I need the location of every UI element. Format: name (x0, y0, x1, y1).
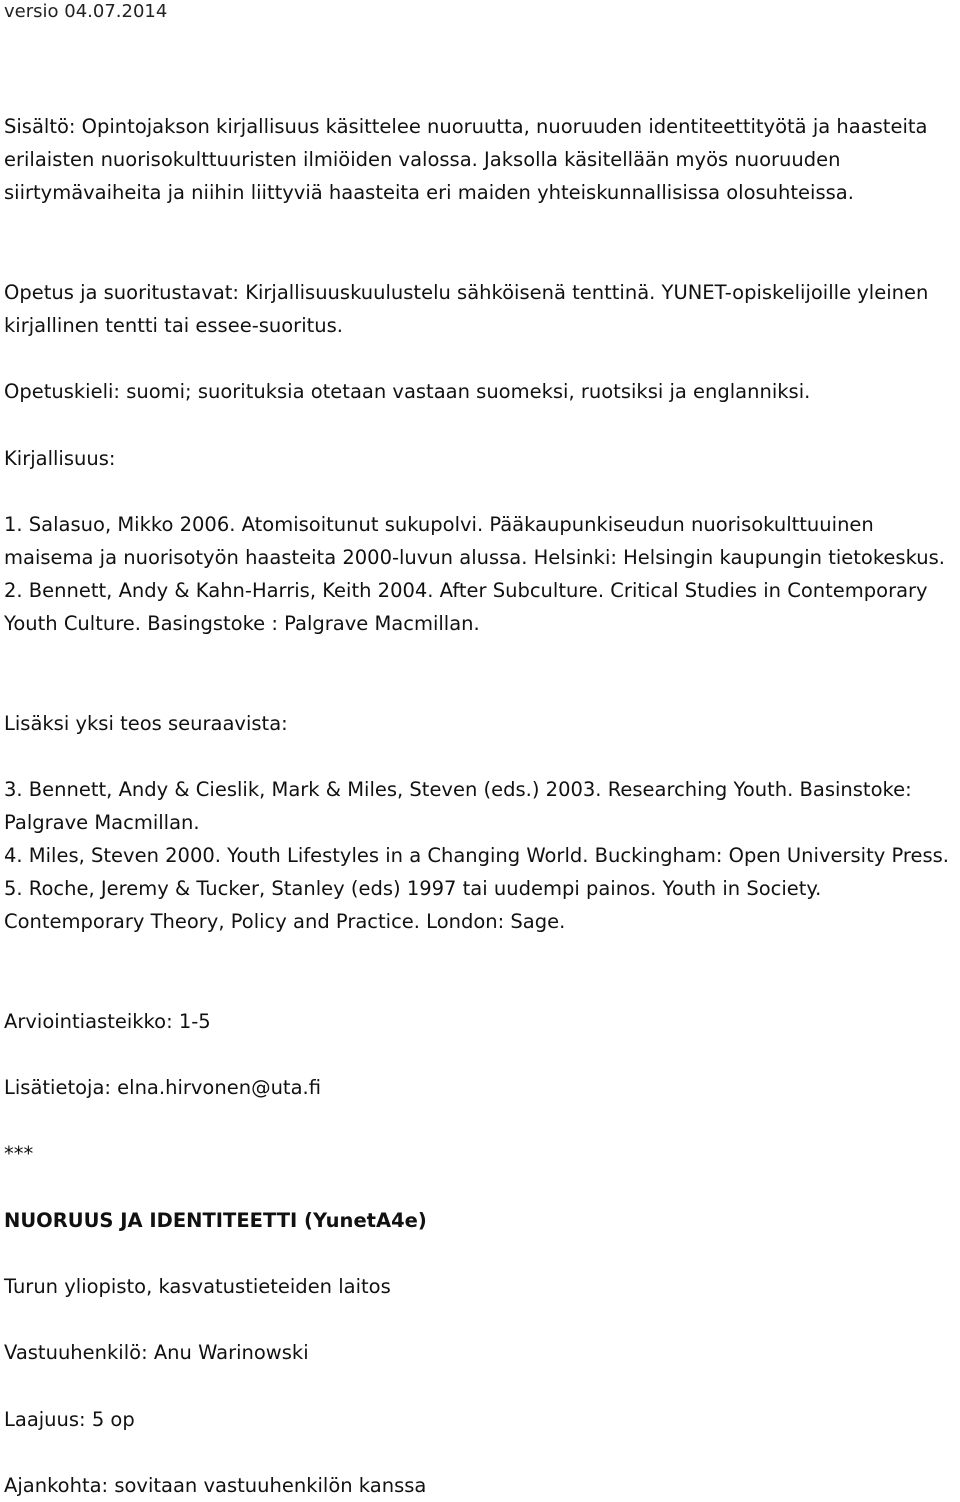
university-text: Turun yliopisto, kasvatustieteiden laitos (4, 1275, 391, 1298)
additional-literature-label (4, 707, 956, 740)
course-credits (4, 1403, 956, 1436)
teaching-methods-text: Opetus ja suoritustavat: Kirjallisuuskuulustelu sähköisenä tenttinä. YUNET-opiskelijoille yleinen kirjallinen tentti tai essee-suoritus. (4, 281, 929, 337)
literature-item: 5. Roche, Jeremy & Tucker, Stanley (eds) 1997 tai uudempi painos. Youth in Society. Contemporary Theory, Policy and Practice. London: Sage. (4, 877, 822, 933)
course-content-paragraph (4, 110, 956, 209)
literature-item: 3. Bennett, Andy & Cieslik, Mark & Miles, Steven (eds.) 2003. Researching Youth. Basinstoke: Palgrave Macmillan. (4, 778, 912, 834)
responsible-person (4, 1336, 956, 1369)
version-date: versio 04.07.2014 (4, 1, 168, 22)
separator-text: *** (4, 1142, 34, 1165)
literature-label (4, 442, 956, 475)
course-title (4, 1204, 956, 1237)
grading-scale (4, 1005, 956, 1038)
course-title-text: NUORUUS JA IDENTITEETTI (YunetA4e) (4, 1209, 427, 1232)
teaching-methods-paragraph (4, 276, 956, 342)
section-separator (4, 1137, 956, 1170)
contact-info-text: Lisätietoja: elna.hirvonen@uta.fi (4, 1076, 321, 1099)
literature-list (4, 508, 956, 640)
literature-label-text: Kirjallisuus: (4, 447, 116, 470)
course-timing (4, 1469, 956, 1502)
content-description: Sisältö: Opintojakson kirjallisuus käsittelee nuoruutta, nuoruuden identiteettityötä ja haasteita erilaisten nuorisokulttuuristen ilmiöiden valossa. Jaksolla käsitellään myös nuoruuden siirtymävaiheita ja niihin liittyviä haasteita eri maiden yhteiskunnallisissa olosuhteissa. (4, 115, 928, 204)
contact-info (4, 1071, 956, 1104)
teaching-language-paragraph (4, 375, 956, 408)
responsible-person-text: Vastuuhenkilö: Anu Warinowski (4, 1341, 309, 1364)
course-timing-text: Ajankohta: sovitaan vastuuhenkilön kanssa (4, 1474, 427, 1497)
literature-item: 1. Salasuo, Mikko 2006. Atomisoitunut sukupolvi. Pääkaupunkiseudun nuorisokulttuuinen maisema ja nuorisotyön haasteita 2000-luvun alussa. Helsinki: Helsingin kaupungin tietokeskus. (4, 513, 945, 569)
course-credits-text: Laajuus: 5 op (4, 1408, 135, 1431)
grading-scale-text: Arviointiasteikko: 1-5 (4, 1010, 211, 1033)
literature-item: 2. Bennett, Andy & Kahn-Harris, Keith 2004. After Subculture. Critical Studies in Contemporary Youth Culture. Basingstoke : Palgrave Macmillan. (4, 579, 928, 635)
university-line (4, 1270, 956, 1303)
optional-literature-list (4, 773, 956, 938)
literature-item: 4. Miles, Steven 2000. Youth Lifestyles in a Changing World. Buckingham: Open University Press. (4, 844, 949, 867)
additional-literature-label-text: Lisäksi yksi teos seuraavista: (4, 712, 288, 735)
teaching-language-text: Opetuskieli: suomi; suorituksia otetaan vastaan suomeksi, ruotsiksi ja englanniksi. (4, 380, 811, 403)
